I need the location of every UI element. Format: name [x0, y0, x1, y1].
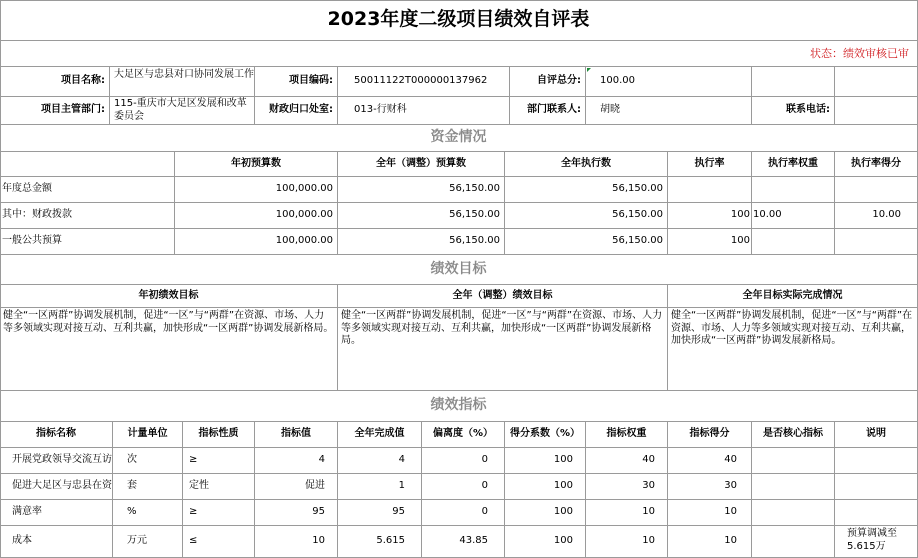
- ind-row-core: [752, 500, 835, 526]
- ind-row-name: 开展党政领导交流互访: [0, 448, 113, 474]
- ind-row-name: 促进大足区与忠县在资: [0, 474, 113, 500]
- ind-row-note: [835, 474, 918, 500]
- ind-header-name: 指标名称: [0, 422, 113, 448]
- funds-row-adjusted: 56,150.00: [338, 229, 505, 255]
- funds-row-weight: [752, 229, 835, 255]
- contact-value: 胡晓: [586, 97, 752, 125]
- ind-row-score: 10: [668, 526, 752, 558]
- ind-row-coef: 100: [505, 448, 586, 474]
- ind-row-note: [835, 500, 918, 526]
- dept-label: 项目主管部门:: [0, 97, 110, 125]
- ind-row-weight: 30: [586, 474, 668, 500]
- goals-initial-text: 健全“一区两群”协调发展机制，促进“一区”与“两群”在资源、市场、人力等多领域实现对接互动、互利共赢，加快形成“一区两群”协调发展新格局。: [0, 308, 338, 391]
- funds-row-score: [835, 177, 918, 203]
- funds-row-rate: [668, 177, 752, 203]
- ind-header-done: 全年完成值: [338, 422, 422, 448]
- goals-adjusted-text: 健全“一区两群”协调发展机制，促进“一区”与“两群”在资源、市场、人力等多领域实现对接互动、互利共赢，加快形成“一区两群”协调发展新格局。: [338, 308, 668, 391]
- info-empty-2: [835, 67, 918, 97]
- ind-row-nature: 定性: [183, 474, 255, 500]
- ind-row-dev: 0: [422, 500, 505, 526]
- ind-row-dev: 0: [422, 448, 505, 474]
- funds-header-adjusted: 全年（调整）预算数: [338, 152, 505, 177]
- goals-actual-text: 健全“一区两群”协调发展机制，促进“一区”与“两群”在资源、市场、人力等多领域实现对接互动、互利共赢，加快形成“一区两群”协调发展新格局。: [668, 308, 918, 391]
- funds-row-initial: 100,000.00: [175, 177, 338, 203]
- funds-row-executed: 56,150.00: [505, 177, 668, 203]
- ind-header-score: 指标得分: [668, 422, 752, 448]
- funds-header-rate: 执行率: [668, 152, 752, 177]
- project-name-value: 大足区与忠县对口协同发展工作: [110, 67, 255, 97]
- funds-header-executed: 全年执行数: [505, 152, 668, 177]
- ind-row-done: 5.615: [338, 526, 422, 558]
- finance-value: 013-行财科: [338, 97, 510, 125]
- project-name-label: 项目名称:: [0, 67, 110, 97]
- goals-header-initial: 年初绩效目标: [0, 285, 338, 308]
- funds-row-label: 年度总金额: [0, 177, 175, 203]
- ind-row-dev: 0: [422, 474, 505, 500]
- ind-row-note: 预算调减至5.615万: [835, 526, 918, 558]
- funds-row-weight: [752, 177, 835, 203]
- ind-row-nature: ≤: [183, 526, 255, 558]
- ind-row-nature: ≥: [183, 448, 255, 474]
- ind-header-coef: 得分系数（%）: [505, 422, 586, 448]
- ind-row-done: 1: [338, 474, 422, 500]
- ind-row-core: [752, 448, 835, 474]
- ind-row-note: [835, 448, 918, 474]
- ind-row-unit: 万元: [113, 526, 183, 558]
- ind-row-weight: 10: [586, 500, 668, 526]
- ind-header-nature: 指标性质: [183, 422, 255, 448]
- status-badge: 状态：绩效审核已审: [0, 41, 918, 67]
- self-score-value: 100.00: [586, 67, 752, 97]
- ind-row-coef: 100: [505, 500, 586, 526]
- ind-row-score: 30: [668, 474, 752, 500]
- ind-row-value: 95: [255, 500, 338, 526]
- ind-header-dev: 偏离度（%）: [422, 422, 505, 448]
- ind-row-coef: 100: [505, 526, 586, 558]
- funds-row-initial: 100,000.00: [175, 229, 338, 255]
- funds-row-weight: 10.00: [752, 203, 835, 229]
- funds-header-weight: 执行率权重: [752, 152, 835, 177]
- ind-row-value: 10: [255, 526, 338, 558]
- ind-header-note: 说明: [835, 422, 918, 448]
- ind-row-weight: 10: [586, 526, 668, 558]
- funds-row-adjusted: 56,150.00: [338, 177, 505, 203]
- ind-row-done: 4: [338, 448, 422, 474]
- funds-row-initial: 100,000.00: [175, 203, 338, 229]
- finance-label: 财政归口处室:: [255, 97, 338, 125]
- ind-row-core: [752, 474, 835, 500]
- funds-row-score: 10.00: [835, 203, 918, 229]
- page-title: 2023年度二级项目绩效自评表: [0, 0, 918, 41]
- funds-section-title: 资金情况: [0, 125, 918, 152]
- ind-header-core: 是否核心指标: [752, 422, 835, 448]
- ind-row-core: [752, 526, 835, 558]
- goals-section-title: 绩效目标: [0, 255, 918, 285]
- ind-header-unit: 计量单位: [113, 422, 183, 448]
- indicators-section-title: 绩效指标: [0, 391, 918, 422]
- funds-header-score: 执行率得分: [835, 152, 918, 177]
- funds-row-executed: 56,150.00: [505, 203, 668, 229]
- funds-row-label: 一般公共预算: [0, 229, 175, 255]
- ind-row-name: 满意率: [0, 500, 113, 526]
- project-code-label: 项目编码:: [255, 67, 338, 97]
- funds-header-blank: [0, 152, 175, 177]
- phone-label: 联系电话:: [752, 97, 835, 125]
- ind-row-score: 10: [668, 500, 752, 526]
- ind-row-nature: ≥: [183, 500, 255, 526]
- self-score-label: 自评总分:: [510, 67, 586, 97]
- funds-row-executed: 56,150.00: [505, 229, 668, 255]
- info-empty-1: [752, 67, 835, 97]
- ind-row-dev: 43.85: [422, 526, 505, 558]
- ind-row-unit: 套: [113, 474, 183, 500]
- ind-header-value: 指标值: [255, 422, 338, 448]
- funds-row-adjusted: 56,150.00: [338, 203, 505, 229]
- ind-row-value: 4: [255, 448, 338, 474]
- ind-row-score: 40: [668, 448, 752, 474]
- funds-row-rate: 100: [668, 203, 752, 229]
- ind-row-weight: 40: [586, 448, 668, 474]
- ind-row-coef: 100: [505, 474, 586, 500]
- phone-value: [835, 97, 918, 125]
- ind-row-value: 促进: [255, 474, 338, 500]
- dept-value: 115-重庆市大足区发展和改革委员会: [110, 97, 255, 125]
- project-code-value: 50011122T000000137962: [338, 67, 510, 97]
- funds-row-score: [835, 229, 918, 255]
- ind-row-done: 95: [338, 500, 422, 526]
- funds-header-initial: 年初预算数: [175, 152, 338, 177]
- funds-row-label: 其中：财政拨款: [0, 203, 175, 229]
- goals-header-actual: 全年目标实际完成情况: [668, 285, 918, 308]
- goals-header-adjusted: 全年（调整）绩效目标: [338, 285, 668, 308]
- ind-row-name: 成本: [0, 526, 113, 558]
- funds-row-rate: 100: [668, 229, 752, 255]
- contact-label: 部门联系人:: [510, 97, 586, 125]
- ind-row-unit: 次: [113, 448, 183, 474]
- ind-row-unit: %: [113, 500, 183, 526]
- ind-header-weight: 指标权重: [586, 422, 668, 448]
